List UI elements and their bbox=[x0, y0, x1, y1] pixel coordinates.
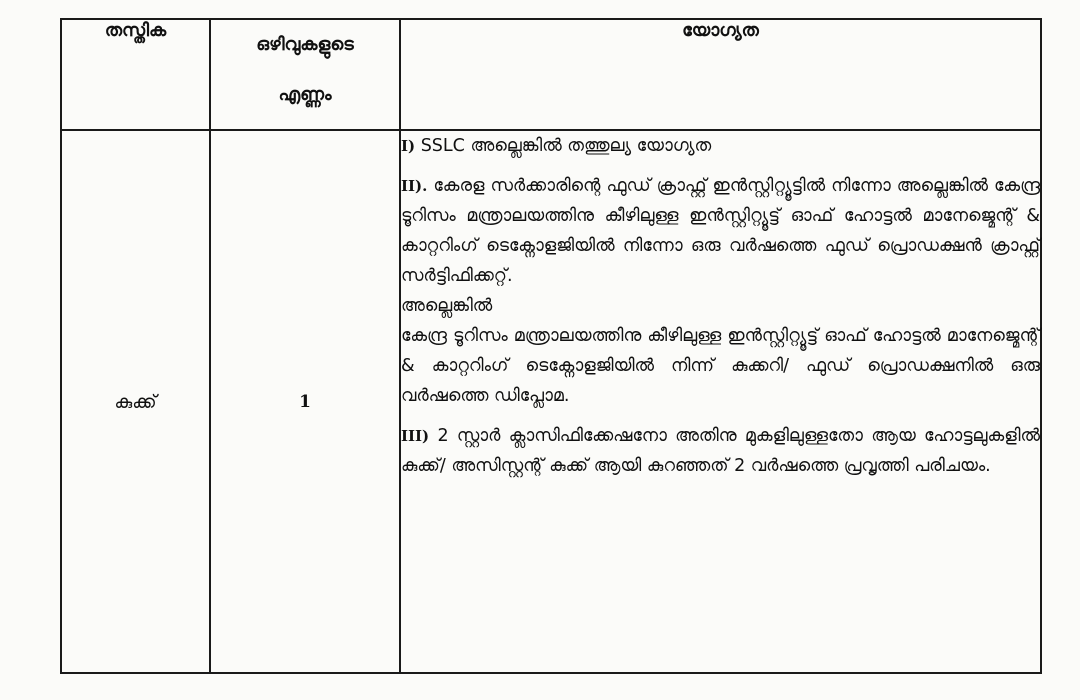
qualification-cell bbox=[400, 130, 1041, 673]
item-3-marker: III) bbox=[401, 427, 430, 445]
post-cell: കുക്ക് bbox=[61, 130, 210, 673]
header-vacancy-count bbox=[210, 19, 400, 130]
qualification-item-2 bbox=[401, 171, 1040, 291]
vacancy-count-cell: 1 bbox=[210, 130, 400, 673]
item-1-text: SSLC അല്ലെങ്കിൽ തത്തുല്യ യോഗ്യത bbox=[420, 136, 712, 156]
qualification-item-2b: കേന്ദ്ര ടൂറിസം മന്ത്രാലയത്തിനു കീഴിലുള്ള ഇൻസ്റ്റിറ്റ്യൂട്ട് ഓഫ് ഹോട്ടൽ മാനേജ്മെന്റ് & കാറ്ററിംഗ് ടെക്നോളജിയിൽ നിന്ന് കുക്കറി/ ഫുഡ് പ്രൊഡക്ഷനിൽ ഒരു വർഷത്തെ ഡിപ്ലോമ. bbox=[401, 326, 1040, 406]
header-vacancy-count-line2: എണ്ണം bbox=[278, 84, 332, 105]
header-vacancy-count-line1: ഒഴിവുകളുടെ bbox=[256, 34, 354, 55]
item-1-marker: I) bbox=[401, 137, 416, 155]
vacancy-table bbox=[60, 18, 1042, 674]
header-qualification: യോഗ്യത bbox=[400, 19, 1041, 130]
item-2-marker: II). bbox=[401, 177, 428, 195]
header-post: തസ്തിക bbox=[61, 19, 210, 130]
qualification-or: അല്ലെങ്കിൽ bbox=[401, 296, 493, 316]
table-header-row bbox=[61, 19, 1041, 130]
table-row bbox=[61, 130, 1041, 673]
qualification-item-3 bbox=[401, 421, 1040, 481]
qualification-item-1 bbox=[401, 131, 1040, 161]
item-2-text: കേരള സർക്കാരിന്റെ ഫുഡ് ക്രാഫ്റ്റ് ഇൻസ്റ്റിറ്റ്യൂട്ടിൽ നിന്നോ അല്ലെങ്കിൽ കേന്ദ്ര ടൂറിസം മന്ത്രാലയത്തിനു കീഴിലുള്ള ഇൻസ്റ്റിറ്റ്യൂട്ട് ഓഫ് ഹോട്ടൽ മാനേജ്മെന്റ് & കാറ്ററിംഗ് ടെക്നോളജിയിൽ നിന്നോ ഒരു വർഷത്തെ ഫുഡ് പ്രൊഡക്ഷൻ ക്രാഫ്റ്റ് സർട്ടിഫിക്കറ്റ്. bbox=[401, 176, 1040, 286]
item-3-text: 2 സ്റ്റാർ ക്ലാസിഫിക്കേഷനോ അതിനു മുകളിലുള്ളതോ ആയ ഹോട്ടലുകളിൽ കുക്ക്/ അസിസ്റ്റന്റ് കുക്ക് ആയി കുറഞ്ഞത് 2 വർഷത്തെ പ്രവൃത്തി പരിചയം. bbox=[401, 426, 1040, 476]
